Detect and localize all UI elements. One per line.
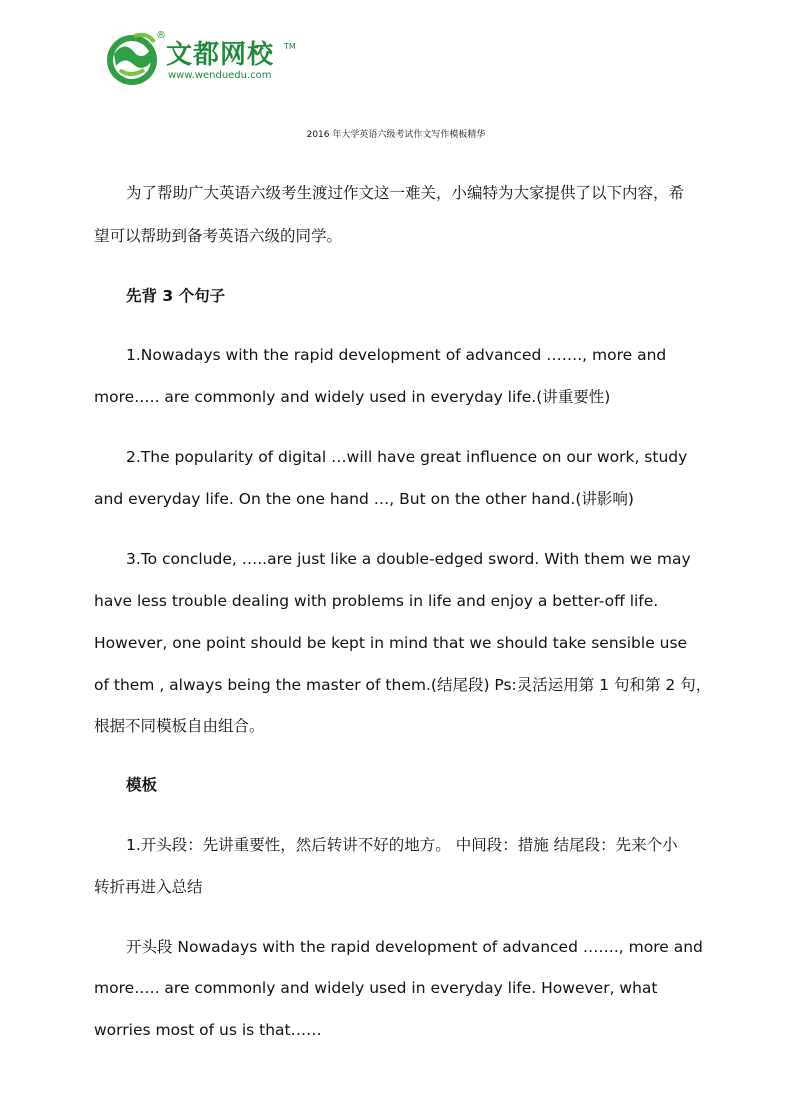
intro-line-2: 望可以帮助到备考英语六级的同学。 (94, 227, 343, 245)
sentence-3-line-1: 3.To conclude, …..are just like a double-edged sword. With them we may (126, 550, 691, 568)
opening-paragraph-line-2: more….. are commonly and widely used in everyday life. However, what (94, 979, 658, 997)
sentence-3-line-5: 根据不同模板自由组合。 (94, 717, 265, 735)
opening-paragraph-line-3: worries most of us is that…… (94, 1021, 322, 1039)
sentence-3-line-4: of them , always being the master of them.(结尾段) Ps:灵活运用第 1 句和第 2 句， (94, 676, 712, 694)
logo-url: www.wenduedu.com (168, 70, 272, 81)
sentence-3-line-2: have less trouble dealing with problems in life and enjoy a better-off life. (94, 592, 659, 610)
wendu-logo (104, 30, 304, 92)
section-heading-sentences: 先背 3 个句子 (126, 287, 226, 305)
sentence-2-line-1: 2.The popularity of digital …will have great influence on our work, study (126, 448, 688, 466)
sentence-3-line-3: However, one point should be kept in mind that we should take sensible use (94, 634, 688, 652)
intro-line-1: 为了帮助广大英语六级考生渡过作文这一难关，小编特为大家提供了以下内容，希 (126, 184, 685, 202)
section-heading-template: 模板 (126, 776, 158, 794)
template-1-line-1: 1.开头段：先讲重要性，然后转讲不好的地方。 中间段：措施 结尾段：先来个小 (126, 836, 678, 854)
wendu-logo-icon (104, 30, 160, 88)
page-title: 2016 年大学英语六级考试作文写作模板精华 (306, 130, 486, 140)
sentence-2-line-2: and everyday life. On the one hand …, But on the other hand.(讲影响) (94, 490, 634, 508)
logo-name: 文都网校 (166, 40, 275, 70)
sentence-1-line-1: 1.Nowadays with the rapid development of advanced ……., more and (126, 346, 667, 364)
template-1-line-2: 转折再进入总结 (94, 878, 203, 896)
sentence-1-line-2: more….. are commonly and widely used in everyday life.(讲重要性) (94, 388, 611, 406)
trademark-mark: TM (284, 42, 296, 51)
opening-paragraph-line-1: 开头段 Nowadays with the rapid development of advanced ……., more and (126, 938, 703, 956)
registered-mark: ® (156, 30, 166, 41)
